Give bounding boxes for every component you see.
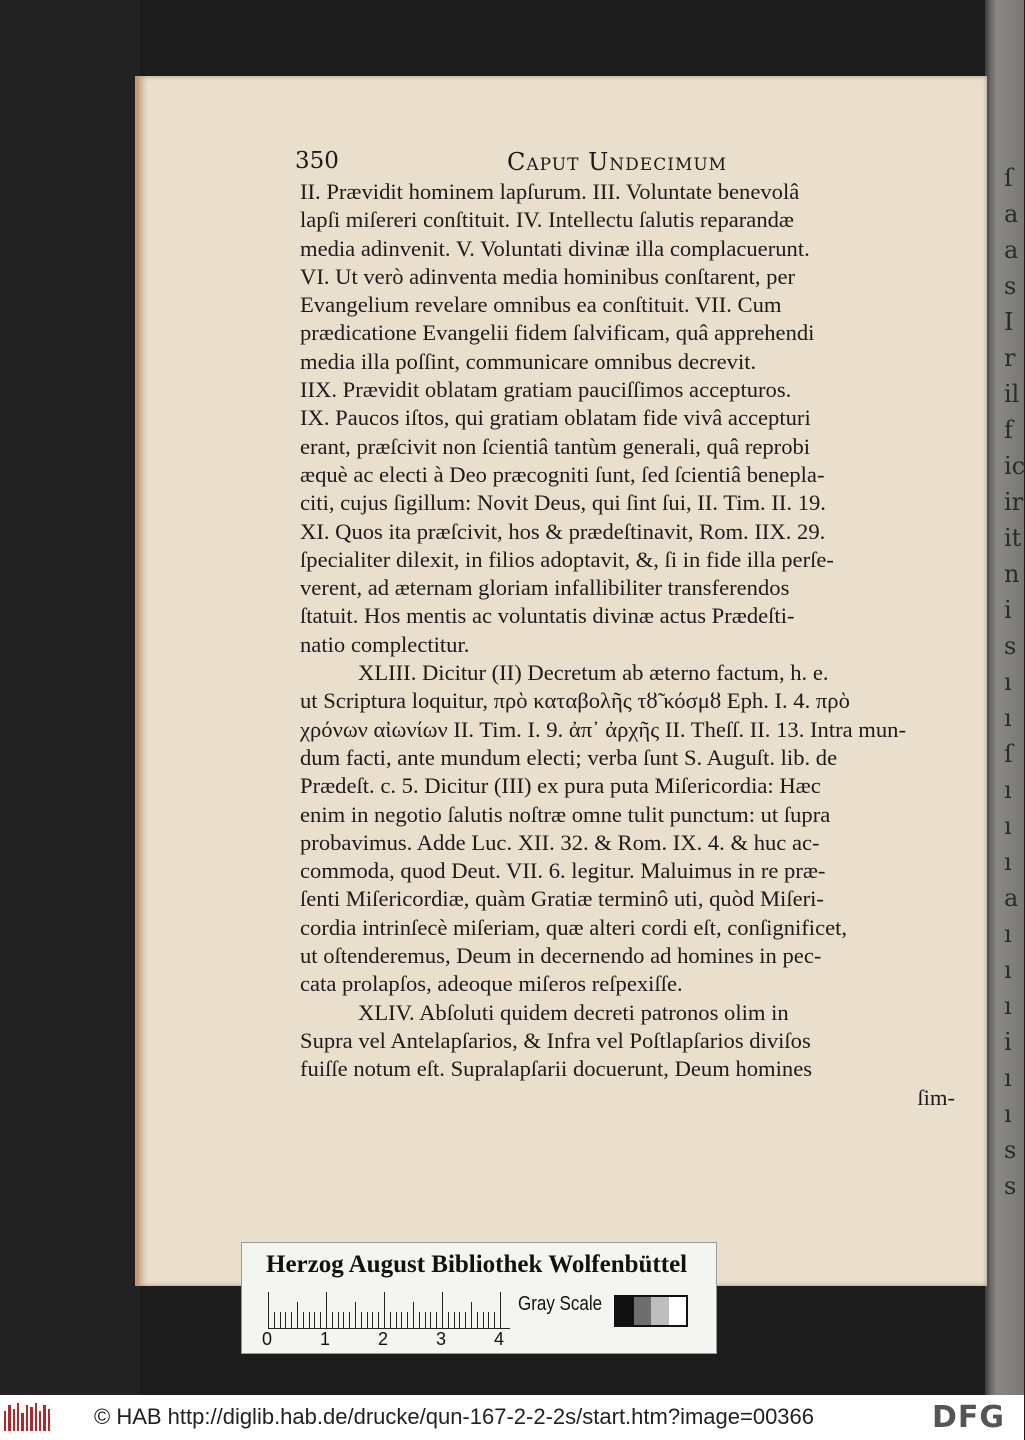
scan-background-left bbox=[0, 0, 140, 1395]
hab-logo-icon bbox=[4, 1403, 50, 1431]
catchword: ſim- bbox=[917, 1084, 955, 1110]
ruler-tick bbox=[349, 1312, 350, 1328]
text-line: Prædeſt. c. 5. Dicitur (III) ex pura puta Miſericordia: Hæc bbox=[300, 773, 821, 799]
ruler-tick bbox=[320, 1312, 321, 1328]
logo-bar bbox=[39, 1411, 41, 1431]
footer-bar bbox=[0, 1395, 1024, 1440]
text-line: æquè ac electi à Deo præcogniti ſunt, ſed ſcientiâ benepla- bbox=[300, 461, 825, 487]
text-line: ut oſtenderemus, Deum in decernendo ad homines in pec- bbox=[300, 943, 822, 969]
page-number: 350 bbox=[295, 148, 339, 174]
ruler-tick bbox=[390, 1312, 391, 1328]
scale-ruler bbox=[268, 1293, 510, 1329]
page-header bbox=[295, 148, 955, 182]
logo-bar bbox=[8, 1405, 10, 1431]
ruler-tick bbox=[419, 1312, 420, 1328]
ruler-tick bbox=[285, 1312, 286, 1328]
logo-bar bbox=[30, 1407, 32, 1431]
text-line: citi, cujus ſigillum: Novit Deus, qui ſint ſui, II. Tim. II. 19. bbox=[300, 490, 826, 516]
ruler-tick bbox=[430, 1312, 431, 1328]
ruler-tick bbox=[407, 1312, 408, 1328]
text-line: ut Scriptura loquitur, πρὸ καταβολῆς τȣ̃ κόσμȣ Eph. I. 4. πρὸ bbox=[300, 688, 850, 714]
ruler-tick bbox=[367, 1312, 368, 1328]
text-line: erant, præſcivit non ſcientiâ tantùm generali, quâ reprobi bbox=[300, 433, 811, 459]
text-line: XLIV. Abſoluti quidem decreti patronos olim in bbox=[358, 999, 789, 1025]
dfg-logo: DFG bbox=[932, 1400, 1006, 1435]
ruler-tick bbox=[274, 1312, 275, 1328]
ruler-number: 3 bbox=[436, 1329, 447, 1349]
ruler-tick bbox=[454, 1312, 455, 1328]
gray-scale-label: Gray Scale bbox=[518, 1293, 603, 1315]
ruler-tick bbox=[465, 1312, 466, 1328]
ruler-tick bbox=[355, 1302, 356, 1328]
ruler-tick bbox=[448, 1312, 449, 1328]
copyright-url: © HAB http://diglib.hab.de/drucke/qun-167-2-2-2s/start.htm?image=00366 bbox=[94, 1404, 815, 1429]
text-line: XI. Quos ita præſcivit, hos & prædeſtinavit, Rom. IIX. 29. bbox=[300, 518, 826, 544]
text-line: cata prolapſos, adeoque miſeros reſpexiſſe. bbox=[300, 971, 683, 997]
text-line: media illa poſſint, communicare omnibus decrevit. bbox=[300, 348, 757, 374]
logo-bar bbox=[35, 1403, 37, 1431]
text-line: natio complectitur. bbox=[300, 631, 470, 657]
running-head: Caput Undecimum bbox=[507, 148, 728, 176]
ruler-tick bbox=[291, 1312, 292, 1328]
ruler-tick bbox=[413, 1302, 414, 1328]
ruler-tick bbox=[494, 1312, 495, 1328]
text-line: ſpecialiter dilexit, in filios adoptavit, &, ſi in fide illa perſe- bbox=[300, 546, 834, 572]
ruler-tick bbox=[425, 1312, 426, 1328]
text-line: dum facti, ante mundum electi; verba ſunt S. Auguſt. lib. de bbox=[300, 744, 838, 770]
text-line: cordia intrinſecè miſeriam, quæ alteri cordi eſt, conſignificet, bbox=[300, 914, 848, 940]
ruler-tick bbox=[459, 1312, 460, 1328]
text-line: VI. Ut verò adinventa media hominibus conſtarent, per bbox=[300, 263, 796, 289]
ruler-tick bbox=[500, 1292, 501, 1328]
text-line: IX. Paucos iſtos, qui gratiam oblatam fide vivâ accepturi bbox=[300, 405, 811, 431]
text-line: Evangelium revelare omnibus ea conſtituit. VII. Cum bbox=[300, 292, 782, 318]
gray-scale-patches bbox=[614, 1295, 688, 1327]
ruler-tick bbox=[343, 1312, 344, 1328]
gray-patch bbox=[616, 1297, 634, 1325]
gray-patch bbox=[651, 1297, 669, 1325]
ruler-tick bbox=[268, 1292, 269, 1328]
gray-patch bbox=[669, 1297, 687, 1325]
logo-bar bbox=[21, 1413, 23, 1431]
text-line: II. Prævidit hominem lapſurum. III. Voluntate benevolâ bbox=[300, 179, 800, 204]
text-line: verent, ad æternam gloriam infallibiliter transferendos bbox=[300, 575, 790, 601]
text-line: χρόνων αἰωνίων II. Tim. I. 9. ἀπ᾽ ἀρχῆς II. Theſſ. II. 13. Intra mun- bbox=[300, 716, 906, 742]
ruler-tick bbox=[326, 1292, 327, 1328]
ruler-tick bbox=[297, 1302, 298, 1328]
ruler-tick bbox=[372, 1312, 373, 1328]
ruler-tick bbox=[442, 1292, 443, 1328]
library-color-target bbox=[241, 1242, 717, 1354]
logo-bar bbox=[13, 1409, 15, 1431]
ruler-tick bbox=[314, 1312, 315, 1328]
logo-bar bbox=[43, 1405, 45, 1431]
text-line: probavimus. Adde Luc. XII. 32. & Rom. IX. 4. & huc ac- bbox=[300, 829, 820, 855]
gray-patch bbox=[634, 1297, 652, 1325]
logo-bar bbox=[26, 1405, 28, 1431]
text-line: enim in negotio ſalutis noſtræ omne tulit punctum: ut ſupra bbox=[300, 801, 831, 827]
ruler-number: 0 bbox=[262, 1329, 273, 1349]
logo-bar bbox=[48, 1409, 50, 1431]
ruler-number: 2 bbox=[378, 1329, 389, 1349]
text-line: media adinvenit. V. Voluntati divinæ illa complacuerunt. bbox=[300, 235, 810, 261]
ruler-tick bbox=[280, 1312, 281, 1328]
ruler-tick bbox=[436, 1312, 437, 1328]
ruler-tick bbox=[401, 1312, 402, 1328]
logo-bar bbox=[4, 1411, 6, 1431]
text-line: lapſi miſereri conſtituit. IV. Intellectu ſalutis reparandæ bbox=[300, 207, 794, 233]
ruler-tick bbox=[483, 1312, 484, 1328]
text-line: ſtatuit. Hos mentis ac voluntatis divinæ actus Prædeſti- bbox=[300, 603, 795, 629]
ruler-tick bbox=[332, 1312, 333, 1328]
ruler-tick bbox=[303, 1312, 304, 1328]
ruler-number: 1 bbox=[320, 1329, 331, 1349]
library-title: Herzog August Bibliothek Wolfenbüttel bbox=[266, 1251, 688, 1278]
text-line: Supra vel Antelapſarios, & Infra vel Poſtlapſarios diviſos bbox=[300, 1027, 811, 1053]
ruler-tick bbox=[309, 1312, 310, 1328]
ruler-tick bbox=[488, 1312, 489, 1328]
ruler-tick bbox=[477, 1312, 478, 1328]
ruler-tick bbox=[378, 1312, 379, 1328]
ruler-numbers bbox=[262, 1329, 542, 1351]
text-line: fuiſſe notum eſt. Supralapſarii docuerunt, Deum homines bbox=[300, 1056, 813, 1082]
ruler-tick bbox=[338, 1312, 339, 1328]
ruler-tick bbox=[384, 1292, 385, 1328]
text-line: prædicatione Evangelii fidem ſalvificam, quâ apprehendi bbox=[300, 320, 815, 346]
text-line: XLIII. Dicitur (II) Decretum ab æterno factum, h. e. bbox=[358, 660, 829, 686]
ruler-number: 4 bbox=[494, 1329, 505, 1349]
logo-bar bbox=[17, 1403, 19, 1431]
body-text bbox=[300, 178, 955, 1112]
adjacent-page-edge-text: ſ a a s I r il f ic ir it n i s ı ı ſ ı ı ı a ı ı ı i ı ı s s bbox=[1004, 164, 1025, 1200]
text-line: IIX. Prævidit oblatam gratiam pauciſſimos accepturos. bbox=[300, 377, 792, 403]
ruler-tick bbox=[396, 1312, 397, 1328]
ruler-tick bbox=[361, 1312, 362, 1328]
ruler-tick bbox=[471, 1302, 472, 1328]
text-line: ſenti Miſericordiæ, quàm Gratiæ terminô uti, quòd Miſeri- bbox=[300, 886, 824, 912]
text-line: commoda, quod Deut. VII. 6. legitur. Maluimus in re præ- bbox=[300, 858, 826, 884]
